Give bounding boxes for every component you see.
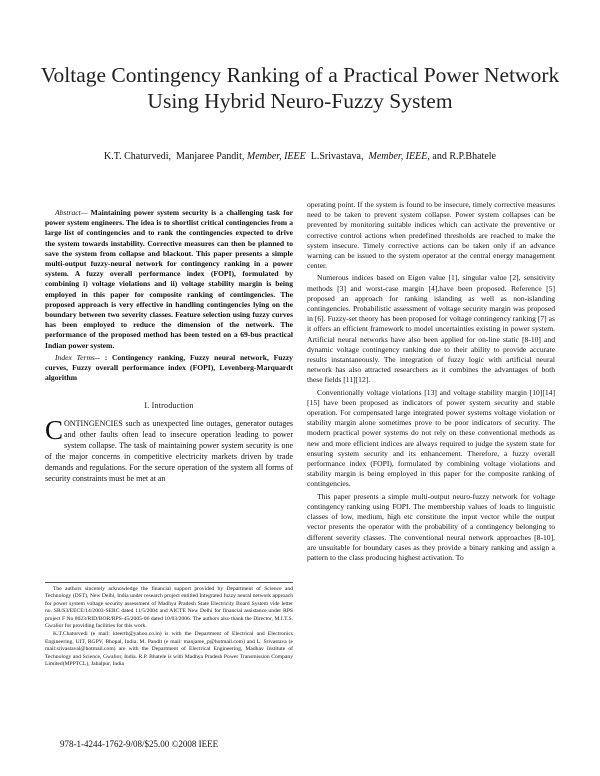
- author-2-affiliation: Member, IEEE: [246, 151, 306, 162]
- right-paragraph-0: operating point. If the system is found to be insecure, timely corrective measures need to be taken to prevent system collapse. Power system collapses can be prevented by monitoring suitable indices which can activate the preventive or corrective control actions when predefined thresholds are reached to make the system insecure. Timely corrective actions can be taken only if an advance warning can be issued to the system operator at the central energy management center.: [307, 200, 555, 271]
- index-terms-label: Index Terms--: [55, 352, 100, 362]
- author-2: Manjaree Pandit,: [176, 151, 245, 162]
- abstract: [45, 208, 293, 351]
- right-paragraph-3: This paper presents a simple multi-output neuro-fuzzy network for voltage contingency ranking using FOPI. The membership values of loads to linguistic classes of low, medium, high etc constitute the input vector while the output vector presents the operator with the probability of a contingency belonging to different severity classes. The conventional neural network approaches [8-10], are unsuitable for boundary cases as they provide a binary ranking and assign a pattern to the class producing highest activation. To: [307, 491, 555, 562]
- section-heading-introduction: I. Introduction: [144, 401, 194, 411]
- index-terms-text: : Contingency ranking, Fuzzy neural network, Fuzzy curves, Fuzzy overall performance index (FOPI), Levenberg-Marquardt algorithm: [45, 352, 293, 383]
- isbn-line: 978-1-4244-1762-9/08/$25.00 ©2008 IEEE: [60, 739, 219, 749]
- author-line: [40, 150, 560, 163]
- footnote-acknowledgement: The authors sincerely acknowledge the financial support provided by Department of Science and Technology (DST), New Delhi, India under research project entitled Integrated fuzzy neural network approach for power system voltage security assessment of Madhya Pradesh State Electricity Board System vide letter no. SR/S3/EECE/14/2003-SERC dated 11/5/2004 and AICTE New Delhi for financial assistance under RPS project F No 8023/RID/BOR/RPS-45/2005-06 dated 10/03/2006. The authors also thank the Director, M.I.T.S. Gwalior for providing facilities for this work.: [45, 586, 293, 630]
- index-terms: [45, 353, 293, 384]
- author-4: and R.P.Bhatele: [432, 151, 496, 162]
- intro-text: ONTINGENCIES such as unexpected line outages, generator outages and other faults often lead to insecure operation leading to power system collapse. The task of maintaining power system security is one of the major concerns in competitive electricity markets driven by trade demands and regulations. For the secure operation of the system all forms of security constraints must be met at an: [45, 418, 293, 483]
- intro-paragraph: [45, 414, 293, 484]
- drop-cap: C: [45, 414, 64, 445]
- paper-title: Voltage Contingency Ranking of a Practical Power Network Using Hybrid Neuro-Fuzzy System: [40, 63, 560, 113]
- left-column: [45, 208, 293, 486]
- author-3-affiliation: Member, IEEE,: [368, 151, 430, 162]
- right-paragraph-2: Conventionally voltage violations [13] and voltage stability margin [10][14][15] have been proposed as indicators of power system security and stable operation. For compensated large integrated power systems voltage violation or stability margin alone sometimes prove to be poor indicators of security. The modern practical power systems do not rely on these conventional methods as new and more efficient indices are always required to judge the system state for ensuring system security and its enhancement. Therefore, a fuzzy overall performance index (FOPI), formulated by combining voltage violations and stability margin is being employed in this paper for the composite ranking of contingencies.: [307, 387, 555, 489]
- right-column: [307, 200, 555, 565]
- footnote-affiliations: K.T.Chaturvedi (e mail: kteerth@yahoo.co.in) is with the Department of Electrical and Electronics Engineering, UIT, RGPV, Bhopal, India. M. Pandit (e mail: manjaree_p@hotmail.com) and L. Srivastava (e mail:srivastaval@hotmail.com) are with the Department of Electrical Engineering, Madhav Institute of Technology and Science, Gwalior, India. R.P. Bhatele is with Madhya Pradesh Power Transmission Company Limited(MPPTCL), Jabalpur, India: [45, 631, 293, 668]
- abstract-text: Maintaining power system security is a challenging task for power system engineers. The idea is to shortlist critical contingencies from a large list of contingencies and to rank the contingencies expected to drive the system towards instability. Corrective measures can then be planned to save the system from collapse and blackout. This paper presents a simple multi-output fuzzy-neural network for contingency ranking in a power system. A fuzzy overall performance index (FOPI), formulated by combining i) voltage violations and ii) voltage stability margin is being employed in this paper for composite ranking of contingencies. The proposed approach is very effective in handling contingencies lying on the boundary between two severity classes. Feature selection using fuzzy curves has been employed to reduce the dimension of the network. The performance of the proposed method has been tested on a 69-bus practical Indian power system.: [45, 208, 293, 350]
- author-3: L.Srivastava,: [310, 151, 364, 162]
- footnote: [45, 582, 293, 669]
- author-1: K.T. Chaturvedi,: [104, 151, 172, 162]
- right-paragraph-1: Numerous indices based on Eigen value [1], singular value [2], sensitivity methods [3] and worst-case margin [4],have been proposed. Reference [5] proposed an approach for ranking islanding as well as non-islanding contingencies. Probabilistic assessment of voltage security margin was proposed in [6]. Fuzzy-set theory has been proposed for voltage contingency ranking [7] as it offers an efficient framework to model uncertainties existing in power system. Artificial neural networks have also been applied for on-line static [8-10] and dynamic voltage contingency ranking due to their ability to provide accurate results instantaneously. The integration of fuzzy logic with artificial neural network has also attracted researchers as it combines the advantages of both these fields [11][12].: [307, 273, 555, 385]
- abstract-label: Abstract—: [55, 208, 88, 217]
